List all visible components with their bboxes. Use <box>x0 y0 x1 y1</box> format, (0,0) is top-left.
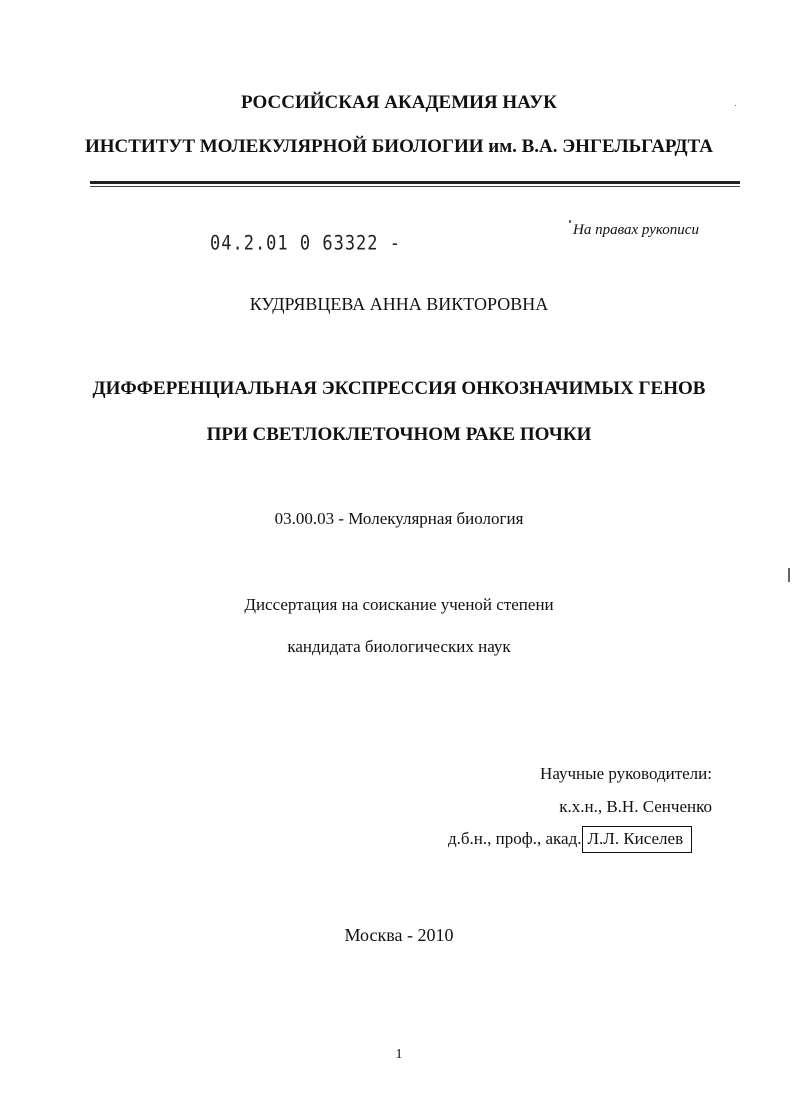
institute-name: ИНСТИТУТ МОЛЕКУЛЯРНОЙ БИОЛОГИИ им. В.А. ЭНГЕЛЬГАРДТА <box>84 136 714 157</box>
manuscript-rights-note: На правах рукописи <box>573 222 699 238</box>
thesis-title-line2: ПРИ СВЕТЛОКЛЕТОЧНОМ РАКЕ ПОЧКИ <box>206 424 592 445</box>
registration-code: 04.2.01 0 63322 - <box>210 232 401 255</box>
scan-speck <box>788 568 790 582</box>
city-year: Москва - 2010 <box>344 925 454 945</box>
author-name: КУДРЯВЦЕВА АННА ВИКТОРОВНА <box>249 294 549 314</box>
supervisor-second-name-box: Л.Л. Киселев <box>582 826 693 853</box>
supervisor-second-prefix: д.б.н., проф., акад. <box>448 829 582 848</box>
header-rule-thick <box>90 181 740 184</box>
scan-speck <box>735 105 736 106</box>
supervisors-heading: Научные руководители: <box>540 764 712 783</box>
supervisor-first: к.х.н., В.Н. Сенченко <box>559 797 712 816</box>
page-number: 1 <box>395 1047 403 1062</box>
header-rule-thin <box>90 186 740 187</box>
thesis-title-line1: ДИФФЕРЕНЦИАЛЬНАЯ ЭКСПРЕССИЯ ОНКОЗНАЧИМЫХ ГЕНОВ <box>92 378 706 399</box>
degree-line2: кандидата биологических наук <box>287 637 511 656</box>
academy-name: РОССИЙСКАЯ АКАДЕМИЯ НАУК <box>241 92 557 113</box>
scan-speck <box>569 220 571 223</box>
supervisor-second <box>448 829 692 849</box>
specialty-code: 03.00.03 - Молекулярная биология <box>274 509 524 528</box>
degree-line1: Диссертация на соискание ученой степени <box>244 595 554 614</box>
